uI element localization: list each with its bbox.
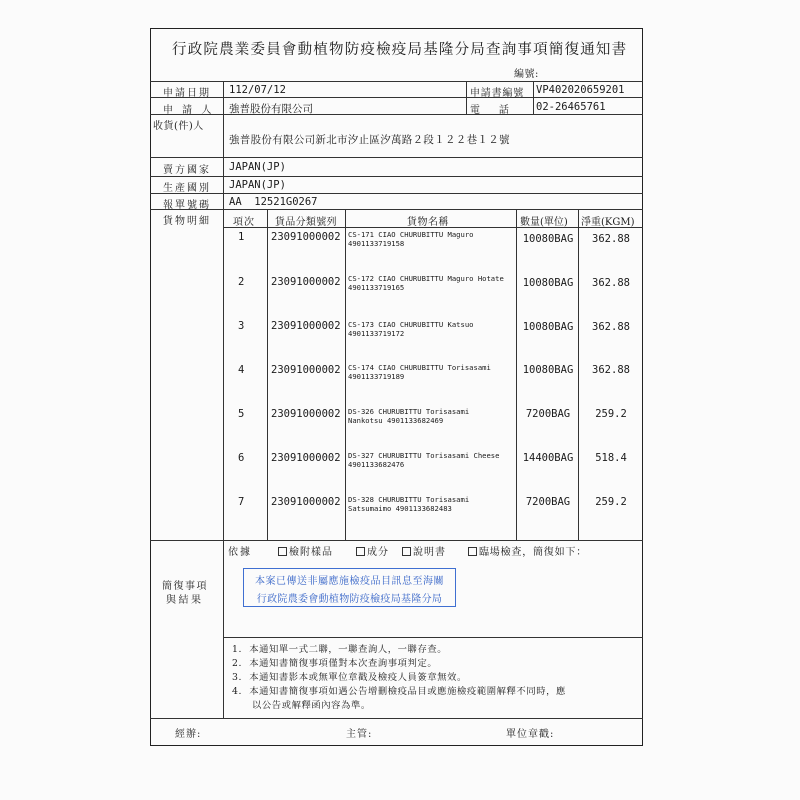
row-qty: 10080BAG: [522, 321, 574, 333]
row-qty: 7200BAG: [525, 408, 571, 420]
col-code-header: 貨品分類號列: [275, 217, 337, 228]
origin-country: JAPAN(JP): [229, 179, 286, 191]
phone: 02-26465761: [536, 101, 606, 113]
apply-date-label: 申請日期: [163, 88, 211, 99]
consignee-label: 收貨(件)人: [153, 121, 204, 132]
basis-label: 依據: [228, 547, 252, 558]
rule: [223, 81, 224, 718]
declaration-label: 報單號碼: [163, 200, 211, 211]
row-no: 5: [238, 408, 245, 420]
col-qty-header: 數量(單位): [520, 217, 568, 228]
row-qty: 14400BAG: [522, 452, 574, 464]
reply-label-line1: 簡復事項: [162, 581, 208, 592]
note-item: [232, 683, 566, 697]
consignee: 強普股份有限公司新北市汐止區汐萬路２段１２２巷１２號: [229, 134, 510, 146]
seller-label: 賣方國家: [163, 165, 211, 176]
official-stamp: [243, 568, 456, 607]
row-qty: 10080BAG: [522, 233, 574, 245]
declaration-no: AA 12521G0267: [229, 196, 318, 208]
ingredient-checkbox: [356, 547, 365, 556]
row-no: 2: [238, 276, 245, 288]
row-name: DS-326 CHURUBITTU Torisasami Nankotsu 4901133682469: [348, 407, 470, 425]
row-code: 23091000002: [271, 231, 341, 243]
sample-checkbox: [278, 547, 287, 556]
row-code: 23091000002: [271, 320, 341, 332]
reply-label-line2: 與結果: [166, 595, 204, 606]
row-qty: 10080BAG: [522, 277, 574, 289]
stamp-line-2: 行政院農委會動植物防疫檢疫局基隆分局: [256, 594, 443, 605]
serial-label: 編號:: [514, 69, 539, 80]
manual-option: [402, 543, 446, 558]
row-code: 23091000002: [271, 496, 341, 508]
app-no: VP402020659201: [536, 84, 625, 96]
inspection-option-label: 臨場檢查，簡復如下：: [479, 547, 587, 558]
note-item: [232, 669, 467, 683]
row-qty: 7200BAG: [525, 496, 571, 508]
row-name: DS-327 CHURUBITTU Torisasami Cheese 4901133682476: [348, 451, 500, 469]
rule: [150, 718, 643, 719]
manual-option-label: 說明書: [413, 547, 446, 558]
row-no: 7: [238, 496, 245, 508]
col-no-header: 項次: [233, 217, 255, 228]
col-name-header: 貨物名稱: [407, 217, 449, 228]
note-text: 本通知書簡復事項如遇公告增刪檢疫品目或應施檢疫範圍解釋不同時，應: [249, 686, 566, 697]
row-no: 1: [238, 231, 245, 243]
rule: [267, 209, 268, 540]
handler-label: 經辦:: [175, 729, 202, 740]
row-code: 23091000002: [271, 364, 341, 376]
row-no: 4: [238, 364, 245, 376]
row-weight: 518.4: [595, 452, 627, 464]
rule: [533, 81, 534, 114]
note-item: [252, 697, 371, 711]
note-number: 4.: [232, 686, 243, 697]
note-number: 3.: [232, 672, 243, 683]
sample-option-label: 檢附樣品: [289, 547, 333, 558]
row-code: 23091000002: [271, 452, 341, 464]
ingredient-option: [356, 543, 389, 558]
rule: [345, 209, 346, 540]
origin-label: 生產國別: [163, 183, 211, 194]
note-text: 本通知單一式二聯，一聯查詢人，一聯存查。: [249, 644, 448, 655]
apply-date: 112/07/12: [229, 84, 286, 96]
note-number: 2.: [232, 658, 243, 669]
row-name: CS-172 CIAO CHURUBITTU Maguro Hotate 4901133719165: [348, 274, 504, 292]
row-weight: 259.2: [595, 408, 627, 420]
row-weight: 362.88: [592, 321, 630, 333]
row-weight: 362.88: [592, 364, 630, 376]
seal-label: 單位章戳:: [506, 729, 555, 740]
row-qty: 10080BAG: [522, 364, 574, 376]
sample-option: [278, 543, 333, 558]
row-name: CS-173 CIAO CHURUBITTU Katsuo 4901133719172: [348, 320, 474, 338]
rule: [223, 637, 643, 638]
rule: [466, 81, 467, 114]
col-weight-header: 淨重(KGM): [581, 217, 635, 228]
note-number: 1.: [232, 644, 243, 655]
app-no-label: 申請書編號: [470, 88, 524, 99]
row-code: 23091000002: [271, 276, 341, 288]
row-weight: 362.88: [592, 277, 630, 289]
row-no: 3: [238, 320, 245, 332]
note-item: [232, 641, 447, 655]
stamp-line-1: 本案已傳送非屬應施檢疫品目訊息至海關: [255, 576, 444, 587]
row-code: 23091000002: [271, 408, 341, 420]
row-no: 6: [238, 452, 245, 464]
note-text: 以公告或解釋函內容為準。: [252, 700, 371, 711]
goods-label: 貨物明細: [163, 216, 211, 227]
seller-country: JAPAN(JP): [229, 161, 286, 173]
note-item: [232, 655, 437, 669]
manual-checkbox: [402, 547, 411, 556]
ingredient-option-label: 成分: [367, 547, 389, 558]
supervisor-label: 主管:: [346, 729, 373, 740]
row-name: DS-328 CHURUBITTU Torisasami Satsumaimo 4901133682483: [348, 495, 470, 513]
row-weight: 259.2: [595, 496, 627, 508]
phone-label: 電 話: [470, 105, 510, 116]
rule: [516, 209, 517, 540]
form-title: 行政院農業委員會動植物防疫檢疫局基隆分局查詢事項簡復通知書: [172, 42, 628, 58]
applicant-label: 申 請 人: [163, 105, 215, 116]
applicant: 強普股份有限公司: [229, 103, 313, 115]
row-weight: 362.88: [592, 233, 630, 245]
inspection-option: [468, 543, 587, 558]
note-text: 本通知書簡復事項僅對本次查詢事項判定。: [249, 658, 438, 669]
rule: [578, 209, 579, 540]
inspection-checkbox: [468, 547, 477, 556]
note-text: 本通知書影本或無單位章戳及檢疫人員簽章無效。: [249, 672, 467, 683]
row-name: CS-171 CIAO CHURUBITTU Maguro 4901133719158: [348, 230, 474, 248]
row-name: CS-174 CIAO CHURUBITTU Torisasami 4901133719189: [348, 363, 491, 381]
